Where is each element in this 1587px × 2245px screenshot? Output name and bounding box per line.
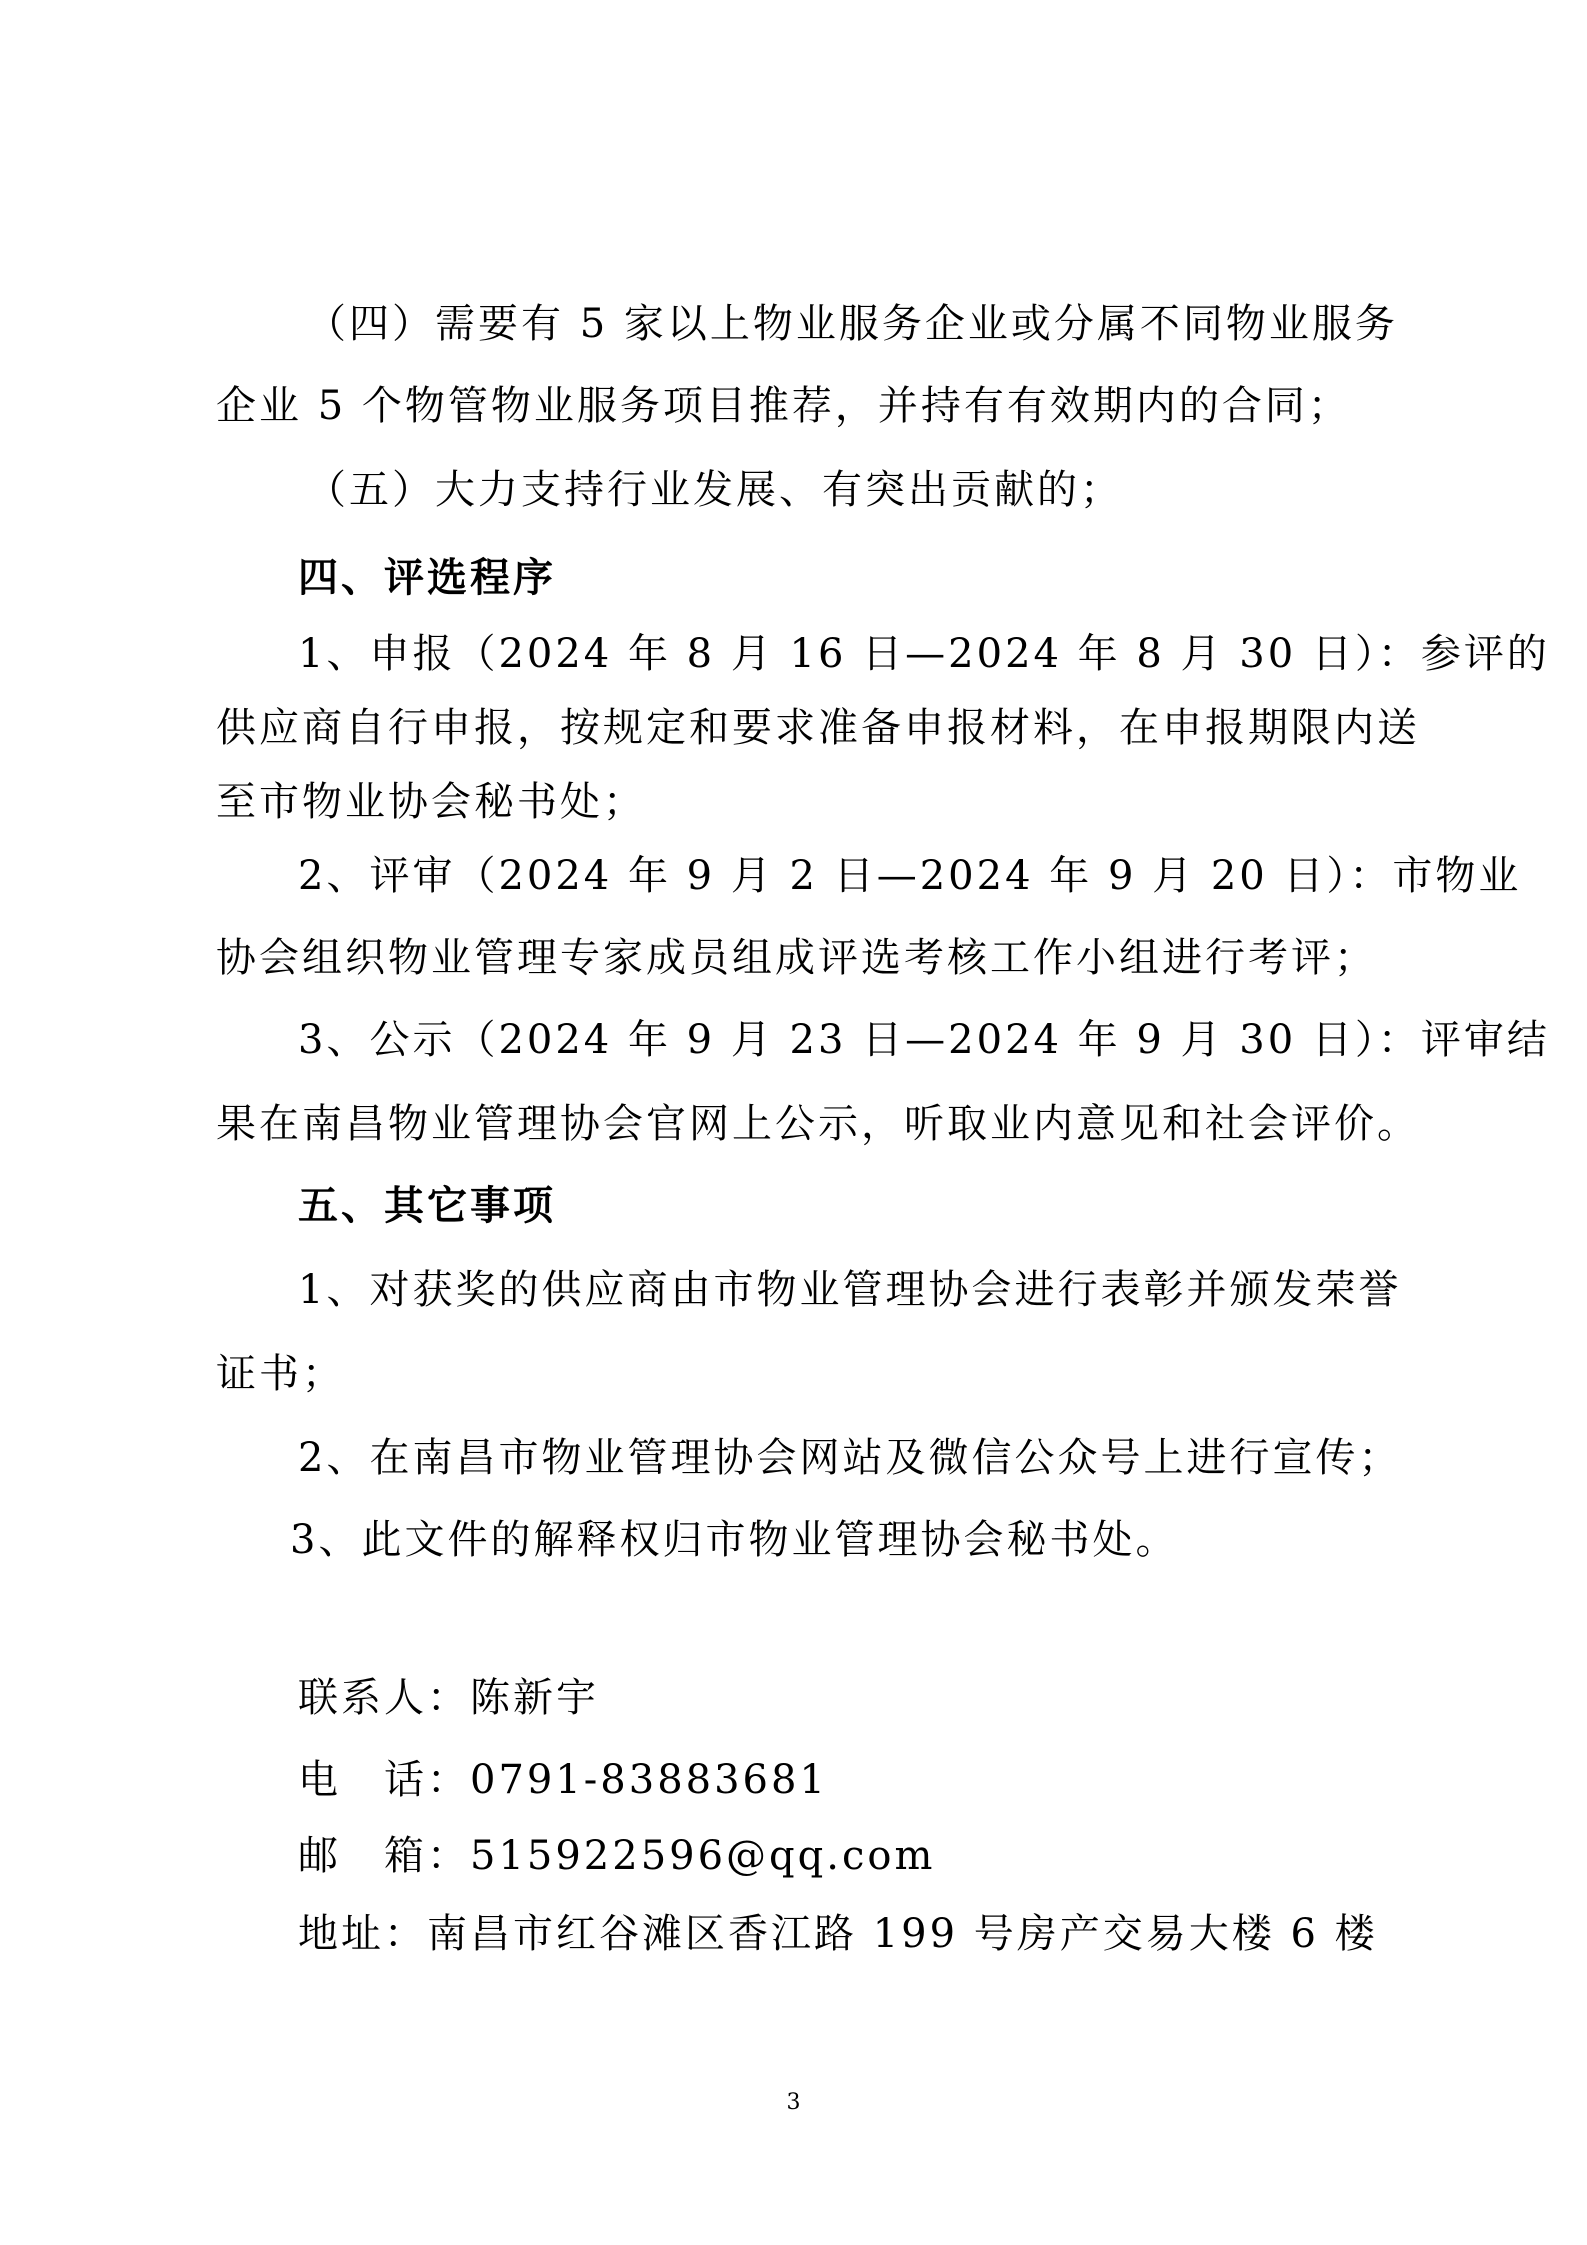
other-matters-heading: 五、其它事项: [298, 1182, 556, 1229]
procedure-step-1-line-3: 至市物业协会秘书处；: [216, 779, 646, 825]
procedure-step-3-line-2: 果在南昌物业管理协会官网上公示，听取业内意见和社会评价。: [216, 1101, 1420, 1147]
other-item-3: 3、此文件的解释权归市物业管理协会秘书处。: [290, 1517, 1179, 1563]
procedure-step-2-line-1: 2、评审（2024 年 9 月 2 日—2024 年 9 月 20 日）：市物业: [298, 853, 1522, 899]
procedure-step-1-line-1: 1、申报（2024 年 8 月 16 日—2024 年 8 月 30 日）：参评的: [298, 631, 1550, 677]
criteria-item-5: （五）大力支持行业发展、有突出贡献的；: [306, 467, 1123, 513]
procedure-step-1-line-2: 供应商自行申报，按规定和要求准备申报材料，在申报期限内送: [216, 705, 1420, 751]
procedure-step-3-line-1: 3、公示（2024 年 9 月 23 日—2024 年 9 月 30 日）：评审结: [298, 1017, 1550, 1063]
procedure-heading: 四、评选程序: [298, 554, 556, 601]
contact-phone: 电 话：0791-83883681: [298, 1757, 828, 1803]
criteria-item-4-line-2: 企业 5 个物管物业服务项目推荐，并持有有效期内的合同；: [216, 383, 1351, 429]
contact-person: 联系人：陈新宇: [298, 1675, 599, 1721]
other-item-1-line-1: 1、对获奖的供应商由市物业管理协会进行表彰并颁发荣誉: [298, 1267, 1402, 1313]
contact-address: 地址：南昌市红谷滩区香江路 199 号房产交易大楼 6 楼: [298, 1911, 1378, 1957]
page-number: 3: [786, 2090, 801, 2115]
contact-email: 邮 箱：515922596@qq.com: [298, 1833, 936, 1879]
procedure-step-2-line-2: 协会组织物业管理专家成员组成评选考核工作小组进行考评；: [216, 935, 1377, 981]
other-item-1-line-2: 证书；: [216, 1351, 345, 1397]
other-item-2: 2、在南昌市物业管理协会网站及微信公众号上进行宣传；: [298, 1435, 1402, 1481]
criteria-item-4-line-1: （四）需要有 5 家以上物业服务企业或分属不同物业服务: [306, 301, 1398, 347]
